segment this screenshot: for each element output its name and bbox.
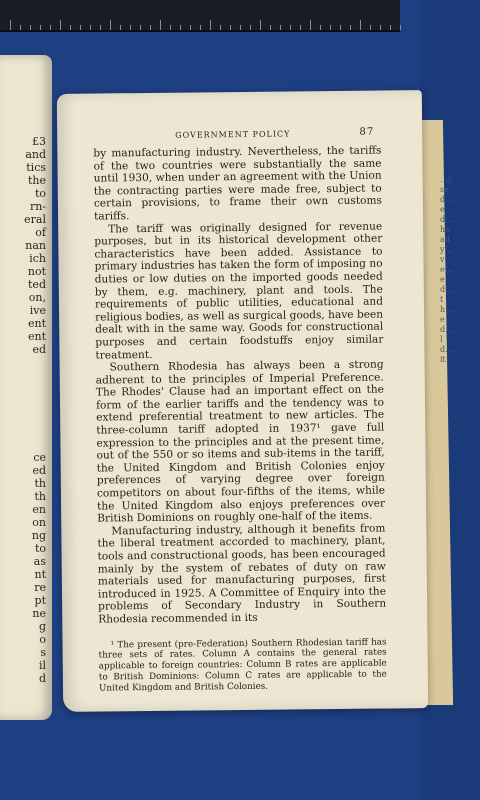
left-page-fragment: ent bbox=[27, 317, 46, 330]
left-page-fragment: re bbox=[34, 581, 46, 594]
left-page-fragment: th bbox=[34, 477, 46, 490]
left-page-fragment: as bbox=[33, 555, 46, 568]
left-page-fragment: the bbox=[27, 174, 46, 187]
left-page-fragment: on bbox=[32, 516, 46, 529]
ruler-tick bbox=[270, 25, 271, 30]
left-page-fragment: tics bbox=[26, 161, 46, 174]
left-page-fragment: ed bbox=[32, 464, 46, 477]
ruler-tick bbox=[120, 25, 121, 30]
ruler-tick bbox=[190, 25, 191, 30]
ruler-tick bbox=[100, 25, 101, 30]
ruler-tick bbox=[400, 25, 401, 30]
left-page-fragment: ng bbox=[31, 529, 46, 542]
ruler-tick bbox=[110, 20, 111, 30]
ruler-tick bbox=[360, 20, 361, 30]
paragraph: Southern Rhodesia has always been a strong adherent to the principles of Imperial Preference. The Rhodes' Clause had an important effect on the form of the earlier tariffs and the tendency was to extend preferential treatment to new articles. The three-column tariff adopted in 1937¹ gave full expression to the principles and at the present time, out of the 550 or so items and sub-items in the tariff, the United Kingdom and British Colonies enjoy preferences of varying degree over foreign competitors on about four-fifths of the items, while the United Kingdom also enjoys preferences over British Dominions on roughly one-half of the items. bbox=[95, 358, 386, 525]
ruler-tick bbox=[350, 25, 351, 30]
left-page-fragment: d bbox=[38, 672, 46, 685]
left-page-fragment: to bbox=[34, 187, 46, 200]
left-page-fragment: ich bbox=[29, 252, 46, 265]
left-page-fragment: s bbox=[40, 646, 46, 659]
ruler-tick bbox=[280, 25, 281, 30]
ruler-tick bbox=[170, 25, 171, 30]
left-page-fragment: th bbox=[34, 490, 46, 503]
ruler-tick bbox=[320, 25, 321, 30]
paragraph: Manufacturing industry, although it benefits from the liberal treatment accorded to machinery, plant, tools and constructional goods, has been encouraged mainly by the system of rebates of duty on raw materials used for manufacturing purposes, first introduced in 1925. A Committee of Enquiry into the problems of Secondary Industry in Southern Rhodesia recommended in its bbox=[97, 522, 387, 626]
ruler-tick bbox=[20, 25, 21, 30]
ruler-tick bbox=[390, 25, 391, 30]
left-page-edge bbox=[0, 55, 52, 720]
ruler-tick bbox=[210, 20, 211, 30]
ruler-tick bbox=[380, 25, 381, 30]
left-page-fragment: ive bbox=[29, 304, 46, 317]
ruler-tick bbox=[10, 20, 11, 30]
ruler-tick bbox=[60, 20, 61, 30]
ruler-tick bbox=[80, 25, 81, 30]
ruler-tick bbox=[200, 25, 201, 30]
header-title: GOVERNMENT POLICY bbox=[175, 129, 291, 140]
left-page-fragment: ted bbox=[28, 278, 46, 291]
left-page-fragment: o bbox=[39, 633, 46, 646]
left-page-fragment: to bbox=[34, 542, 46, 555]
ruler-tick bbox=[130, 25, 131, 30]
running-header bbox=[57, 126, 422, 140]
left-page-fragment: not bbox=[27, 265, 46, 278]
ruler-tick bbox=[310, 20, 311, 30]
ruler-tick bbox=[150, 25, 151, 30]
ruler-tick bbox=[140, 25, 141, 30]
ruler-tick bbox=[70, 25, 71, 30]
footnote: ¹ The present (pre-Federation) Southern Rhodesian tariff has three sets of rates. Column A contains the general rates applicable to foreign countries: Column B rates are applicable to British Dominions: Column C rates are applicable to the United Kingdom and British Colonies. bbox=[98, 637, 387, 694]
spine-text: …ysed…ed…heady…ve…ed…th…ed…ld…it bbox=[440, 175, 454, 364]
ruler-tick bbox=[40, 25, 41, 30]
ruler-tick bbox=[300, 25, 301, 30]
left-page-fragment: of bbox=[35, 226, 46, 239]
ruler bbox=[0, 0, 400, 32]
ruler-tick bbox=[30, 25, 31, 30]
left-page-fragment: eral bbox=[24, 213, 46, 226]
ruler-tick bbox=[290, 25, 291, 30]
paragraph: by manufacturing industry. Nevertheless, the tariffs of the two countries were substantially the same until 1930, when under an agreement with the Union the contracting parties were made free, subject to certain provisions, to frame their own customs tariffs. bbox=[93, 144, 382, 223]
ruler-tick bbox=[230, 25, 231, 30]
left-page-fragment: ne bbox=[32, 607, 46, 620]
left-page-fragment: nan bbox=[25, 239, 46, 252]
ruler-tick bbox=[50, 25, 51, 30]
book-page bbox=[57, 90, 428, 712]
left-page-fragment: £3 bbox=[32, 135, 46, 148]
left-page-fragment: en bbox=[32, 503, 46, 516]
left-page-fragment: and bbox=[25, 148, 46, 161]
ruler-tick bbox=[340, 25, 341, 30]
paragraph: The tariff was originally designed for revenue purposes, but in its historical development other characteristics have been added. Assistance to primary industries has taken the form of imposing no duties or low duties on the imported goods needed by them, e.g. machinery, plant and tools. The requirements of public utilities, educational and religious bodies, as well as surgical goods, have been dealt with in the same way. Goods for constructional purposes and certain foodstuffs enjoy similar treatment. bbox=[94, 220, 384, 362]
body-text bbox=[93, 145, 387, 695]
left-page-fragment: pt bbox=[34, 594, 46, 607]
ruler-tick bbox=[160, 20, 161, 30]
left-page-fragment: il bbox=[38, 659, 46, 672]
left-page-fragment: g bbox=[38, 620, 46, 633]
ruler-tick bbox=[250, 25, 251, 30]
left-page-fragment: ce bbox=[33, 451, 46, 464]
ruler-tick bbox=[220, 25, 221, 30]
ruler-tick bbox=[370, 25, 371, 30]
page-number: 87 bbox=[359, 126, 375, 138]
ruler-tick bbox=[330, 25, 331, 30]
ruler-tick bbox=[240, 25, 241, 30]
left-page-fragment: nt bbox=[34, 568, 46, 581]
left-page-fragment: on, bbox=[28, 291, 46, 304]
ruler-tick bbox=[90, 25, 91, 30]
ruler-tick bbox=[180, 25, 181, 30]
left-page-fragment: ed bbox=[32, 343, 46, 356]
left-page-fragment: ent bbox=[27, 330, 46, 343]
ruler-tick bbox=[260, 20, 261, 30]
left-page-fragment: rn- bbox=[29, 200, 46, 213]
